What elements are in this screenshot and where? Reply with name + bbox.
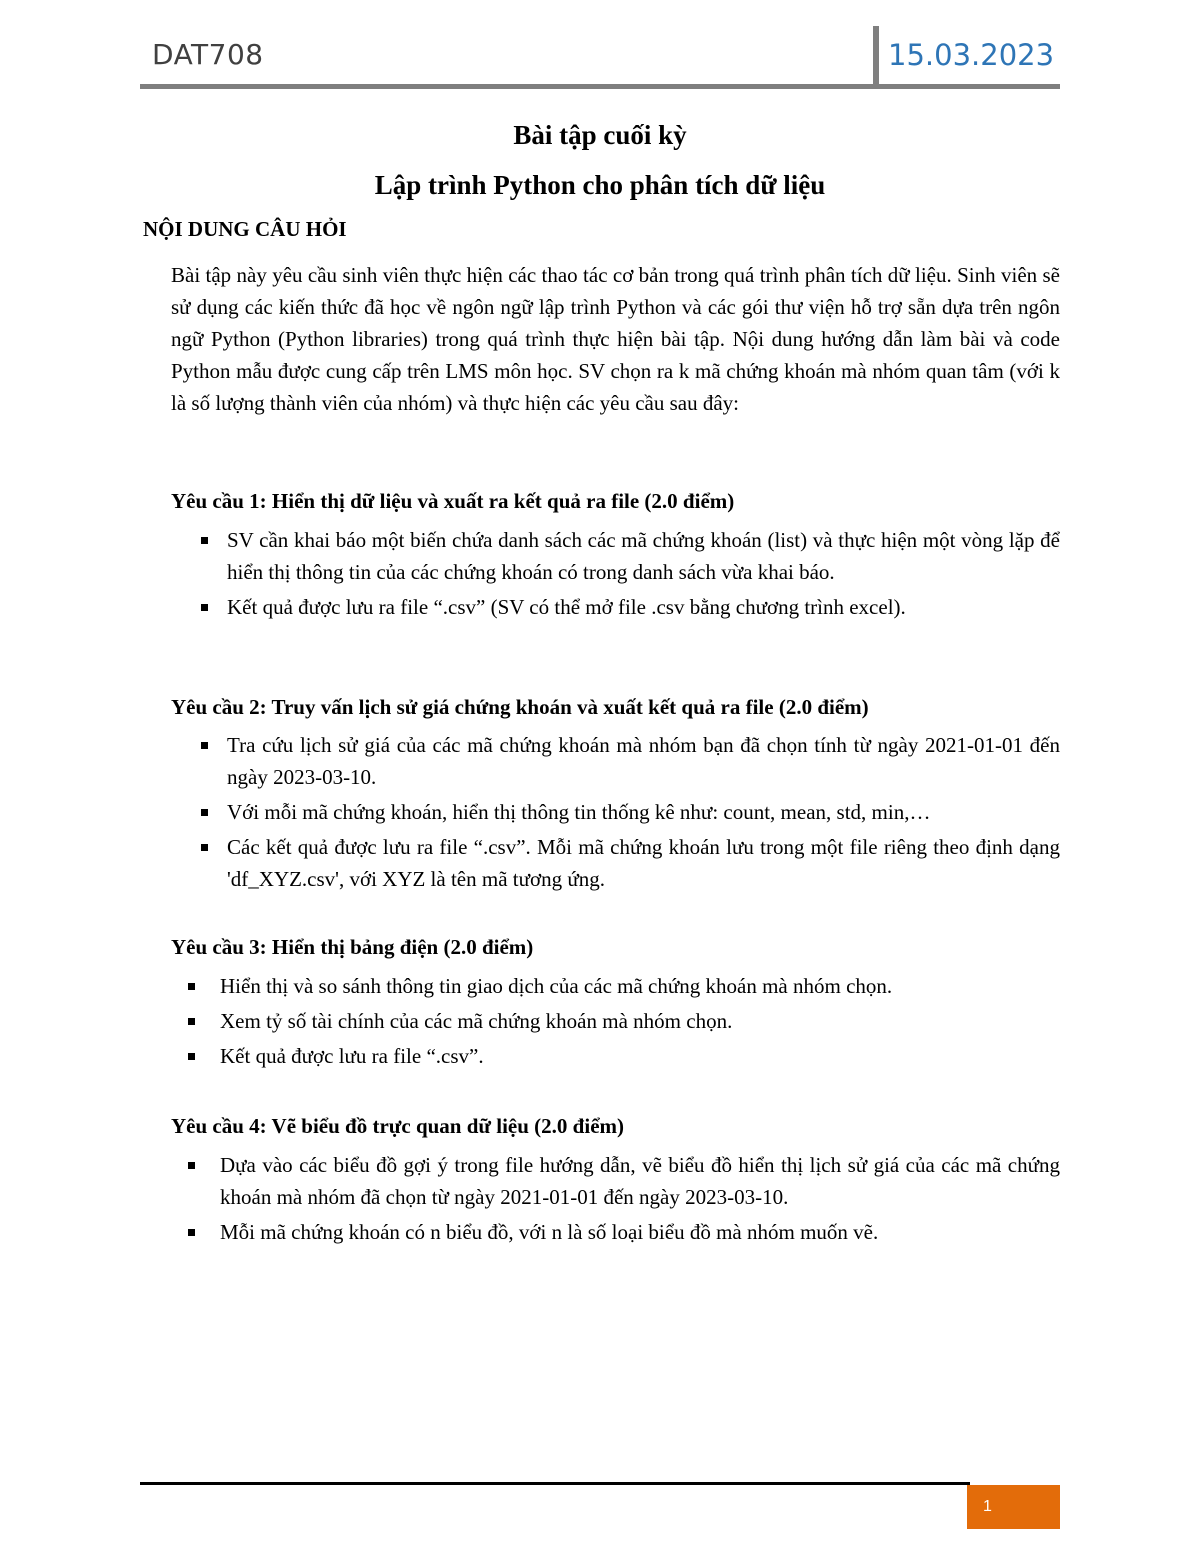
bullet-icon [188, 1229, 195, 1236]
requirement-1-list [227, 524, 1060, 626]
list-item-text: Xem tỷ số tài chính của các mã chứng khoán mà nhóm chọn. [220, 1009, 733, 1033]
list-item-text: Tra cứu lịch sử giá của các mã chứng khoán mà nhóm bạn đã chọn tính từ ngày 2021-01-01 đến ngày 2023-03-10. [227, 733, 1060, 789]
header-rule [140, 84, 1060, 89]
list-item [227, 591, 1060, 623]
bullet-icon [188, 1053, 195, 1060]
requirement-4-title: Yêu cầu 4: Vẽ biểu đồ trực quan dữ liệu (2.0 điểm) [171, 1114, 624, 1138]
header-course-code: DAT708 [152, 38, 264, 71]
bullet-icon [201, 537, 208, 544]
list-item [227, 729, 1060, 793]
requirement-1-title: Yêu cầu 1: Hiển thị dữ liệu và xuất ra kết quả ra file (2.0 điểm) [171, 489, 735, 513]
list-item [220, 1005, 1060, 1037]
list-item [220, 1040, 1060, 1072]
document-title: Bài tập cuối kỳ [513, 120, 687, 150]
requirement-2-list [227, 729, 1060, 898]
bullet-icon [201, 742, 208, 749]
list-item [227, 796, 1060, 828]
list-item-text: Với mỗi mã chứng khoán, hiển thị thông tin thống kê như: count, mean, std, min,… [227, 800, 931, 824]
bullet-icon [201, 844, 208, 851]
list-item-text: Các kết quả được lưu ra file “.csv”. Mỗi mã chứng khoán lưu trong một file riêng theo định dạng 'df_XYZ.csv', với XYZ là tên mã tương ứng. [227, 835, 1060, 891]
list-item [227, 831, 1060, 895]
list-item [220, 970, 1060, 1002]
bullet-icon [201, 809, 208, 816]
list-item-text: SV cần khai báo một biến chứa danh sách các mã chứng khoán (list) và thực hiện một vòng lặp để hiển thị thông tin của các chứng khoán có trong danh sách vừa khai báo. [227, 528, 1060, 584]
requirement-2-title: Yêu cầu 2: Truy vấn lịch sử giá chứng khoán và xuất kết quả ra file (2.0 điểm) [171, 695, 869, 719]
intro-paragraph: Bài tập này yêu cầu sinh viên thực hiện các thao tác cơ bản trong quá trình phân tích dữ liệu. Sinh viên sẽ sử dụng các kiến thức đã học về ngôn ngữ lập trình Python và các gói thư viện hỗ trợ sẵn dựa trên ngôn ngữ Python (Python libraries) trong quá trình thực hiện bài tập. Nội dung hướng dẫn làm bài và code Python mẫu được cung cấp trên LMS môn học. SV chọn ra k mã chứng khoán mà nhóm quan tâm (với k là số lượng thành viên của nhóm) và thực hiện các yêu cầu sau đây: [171, 263, 1060, 415]
bullet-icon [188, 983, 195, 990]
footer-rule [140, 1482, 970, 1485]
list-item [220, 1216, 1060, 1248]
list-item-text: Kết quả được lưu ra file “.csv” (SV có thể mở file .csv bằng chương trình excel). [227, 595, 906, 619]
page-number: 1 [967, 1485, 1060, 1529]
header-divider [873, 26, 879, 86]
list-item [220, 1149, 1060, 1213]
list-item [227, 524, 1060, 588]
requirement-3-title: Yêu cầu 3: Hiển thị bảng điện (2.0 điểm) [171, 935, 534, 959]
bullet-icon [188, 1162, 195, 1169]
list-item-text: Hiển thị và so sánh thông tin giao dịch của các mã chứng khoán mà nhóm chọn. [220, 974, 893, 998]
list-item-text: Kết quả được lưu ra file “.csv”. [220, 1044, 484, 1068]
requirement-3-list [220, 970, 1060, 1075]
list-item-text: Mỗi mã chứng khoán có n biểu đồ, với n là số loại biểu đồ mà nhóm muốn vẽ. [220, 1220, 879, 1244]
requirement-4-list [220, 1149, 1060, 1251]
document-subtitle: Lập trình Python cho phân tích dữ liệu [374, 170, 826, 200]
list-item-text: Dựa vào các biểu đồ gợi ý trong file hướng dẫn, vẽ biểu đồ hiển thị lịch sử giá của các mã chứng khoán mà nhóm đã chọn từ ngày 2021-01-01 đến ngày 2023-03-10. [220, 1153, 1060, 1209]
bullet-icon [201, 604, 208, 611]
section-heading: NỘI DUNG CÂU HỎI [143, 217, 347, 241]
header-date: 15.03.2023 [888, 38, 1055, 72]
bullet-icon [188, 1018, 195, 1025]
